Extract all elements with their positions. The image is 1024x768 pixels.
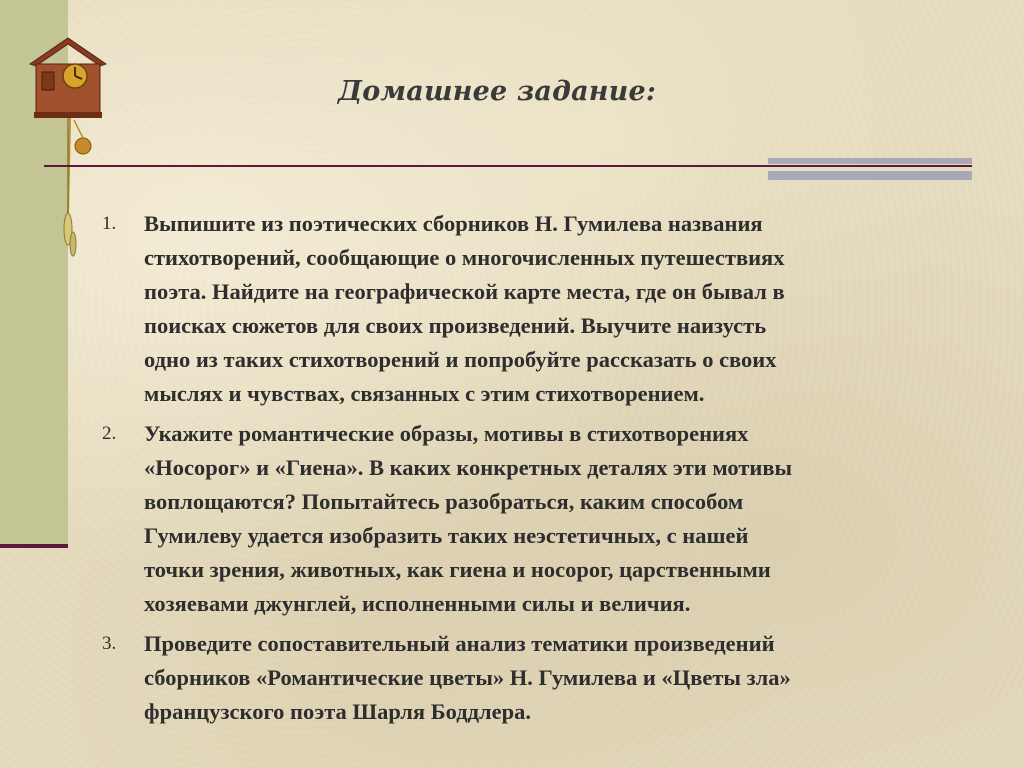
task-item-2 (92, 417, 972, 621)
task-text-line: поэта. Найдите на географической карте места, где он бывал в (144, 279, 785, 304)
homework-task-list (92, 207, 972, 735)
task-text-line: поисках сюжетов для своих произведений. Выучите наизусть (144, 313, 767, 338)
task-text-line: мыслях и чувствах, связанных с этим стихотворением. (144, 381, 705, 406)
task-text-line: хозяевами джунглей, исполненными силы и величия. (144, 591, 691, 616)
slide-title: Домашнее задание: (338, 76, 657, 107)
task-item-3 (92, 627, 972, 729)
task-text-line: Укажите романтические образы, мотивы в стихотворениях (144, 421, 749, 446)
left-bar-underline (0, 544, 68, 548)
task-text-line: сборников «Романтические цветы» Н. Гумилева и «Цветы зла» (144, 665, 791, 690)
task-text-line: Выпишите из поэтических сборников Н. Гумилева названия (144, 211, 763, 236)
task-number: 2. (102, 423, 117, 444)
task-text-line: «Носорог» и «Гиена». В каких конкретных деталях эти мотивы (144, 455, 793, 480)
task-number: 3. (102, 633, 117, 654)
task-number: 1. (102, 213, 117, 234)
decorative-grey-bar-bottom (768, 171, 972, 180)
decorative-grey-bar-top (768, 158, 972, 164)
task-text-line: точки зрения, животных, как гиена и носорог, царственными (144, 557, 771, 582)
task-text-line: Проведите сопоставительный анализ тематики произведений (144, 631, 775, 656)
task-text-line: воплощаются? Попытайтесь разобраться, каким способом (144, 489, 744, 514)
task-text-line: стихотворений, сообщающие о многочисленных путешествиях (144, 245, 785, 270)
task-text-line: французского поэта Шарля Боддлера. (144, 699, 531, 724)
task-item-1 (92, 207, 972, 411)
task-text-line: одно из таких стихотворений и попробуйте рассказать о своих (144, 347, 777, 372)
title-divider-rule (44, 165, 972, 167)
task-text-line: Гумилеву удается изобразить таких неэстетичных, с нашей (144, 523, 749, 548)
